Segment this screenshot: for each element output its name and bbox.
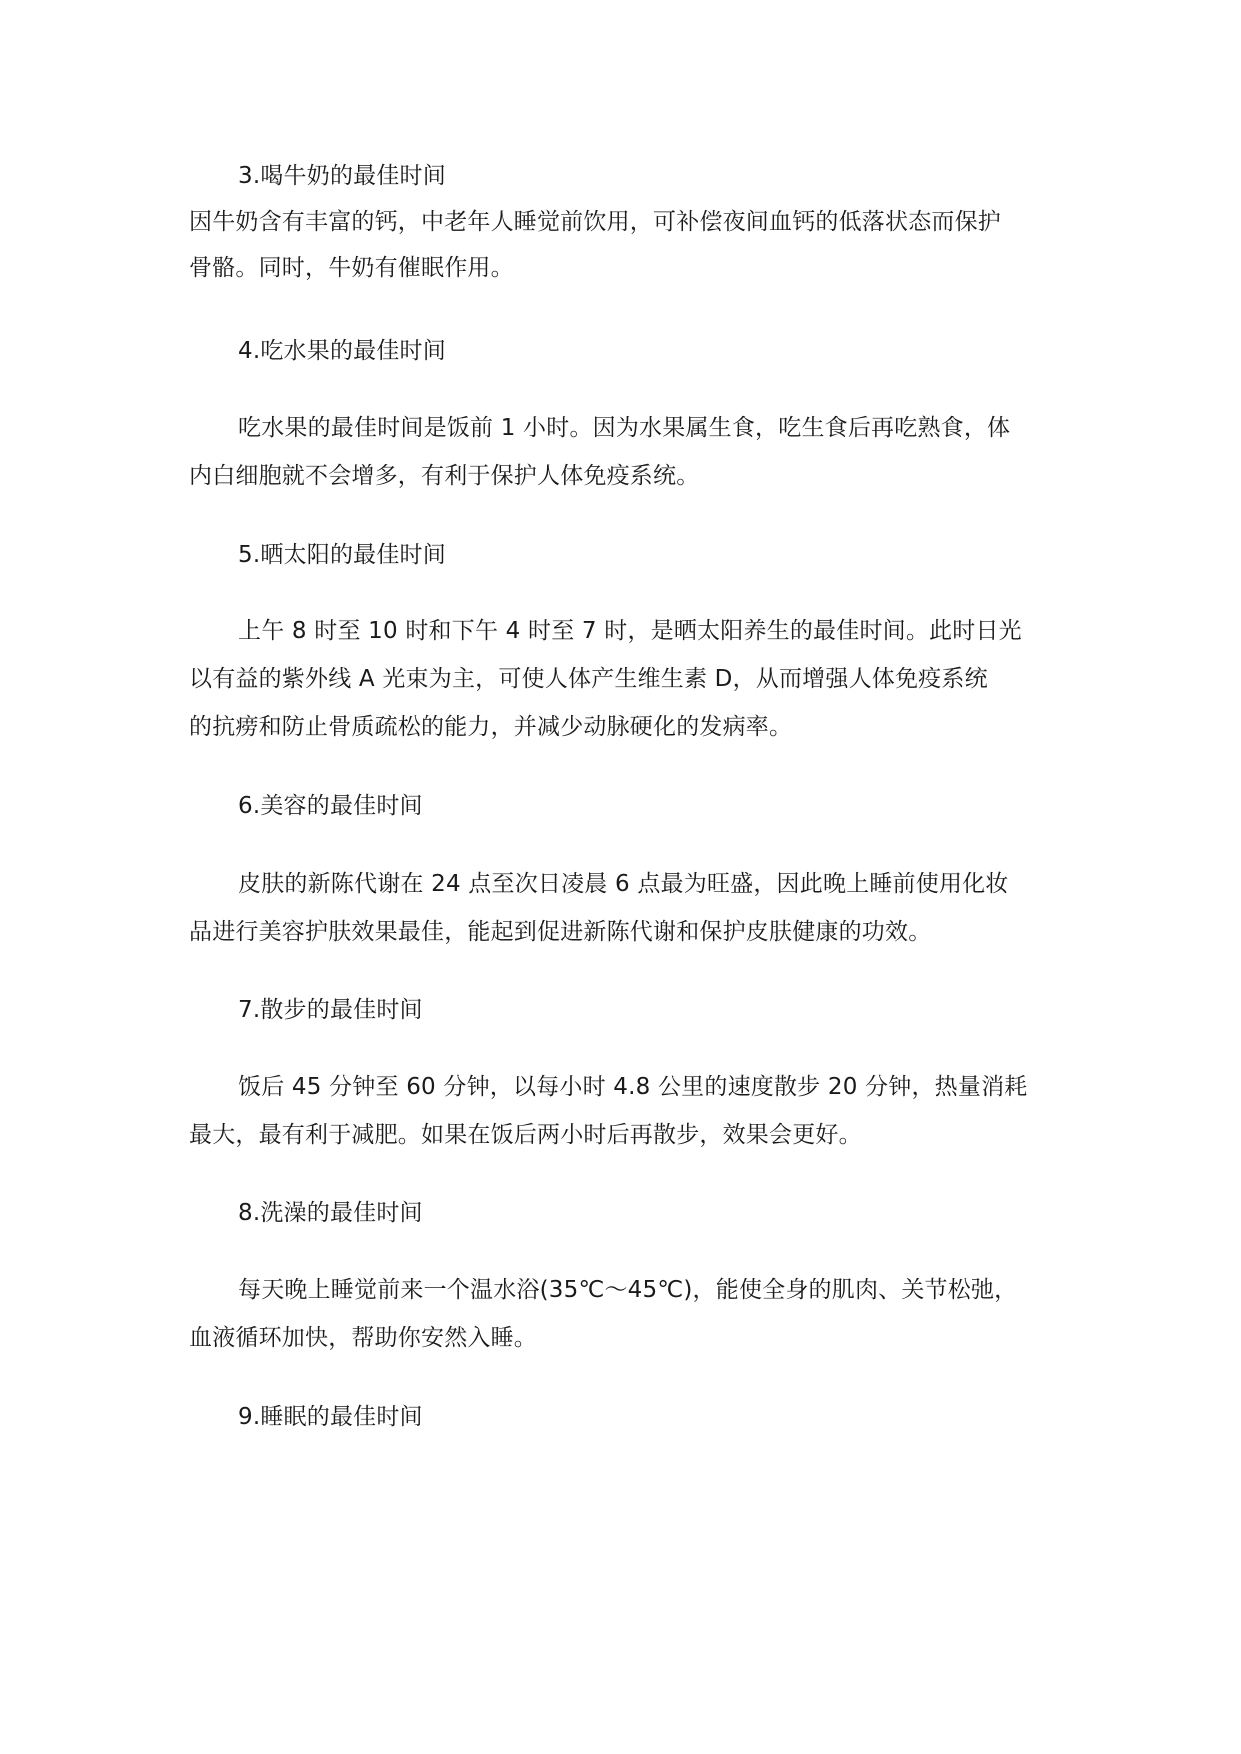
paragraph-line: 每天晚上睡觉前来一个温水浴(35℃～45℃)，能使全身的肌肉、关节松弛， [238,1277,1018,1303]
paragraph-line: 因牛奶含有丰富的钙，中老年人睡觉前饮用，可补偿夜间血钙的低落状态而保护 [189,209,1001,235]
paragraph-line: 最大，最有利于减肥。如果在饭后两小时后再散步，效果会更好。 [189,1122,862,1148]
paragraph-line: 皮肤的新陈代谢在 24 点至次日凌晨 6 点最为旺盛，因此晚上睡前使用化妆 [238,871,1009,897]
section-heading-4: 4.吃水果的最佳时间 [238,338,446,364]
section-heading-7: 7.散步的最佳时间 [238,997,423,1023]
paragraph-line: 上午 8 时至 10 时和下午 4 时至 7 时，是晒太阳养生的最佳时间。此时日光 [238,618,1022,644]
section-heading-3: 3.喝牛奶的最佳时间 [238,163,446,189]
paragraph-line: 骨骼。同时，牛奶有催眠作用。 [189,255,514,281]
paragraph-line: 吃水果的最佳时间是饭前 1 小时。因为水果属生食，吃生食后再吃熟食，体 [238,415,1011,441]
section-heading-6: 6.美容的最佳时间 [238,793,423,819]
section-heading-9: 9.睡眠的最佳时间 [238,1404,423,1430]
paragraph-line: 品进行美容护肤效果最佳，能起到促进新陈代谢和保护皮肤健康的功效。 [189,919,932,945]
section-heading-8: 8.洗澡的最佳时间 [238,1200,423,1226]
paragraph-line: 饭后 45 分钟至 60 分钟，以每小时 4.8 公里的速度散步 20 分钟，热量消耗 [238,1074,1028,1100]
paragraph-line: 血液循环加快，帮助你安然入睡。 [189,1325,537,1351]
section-heading-5: 5.晒太阳的最佳时间 [238,542,446,568]
paragraph-line: 的抗痨和防止骨质疏松的能力，并减少动脉硬化的发病率。 [189,714,793,740]
paragraph-line: 内白细胞就不会增多，有利于保护人体免疫系统。 [189,463,700,489]
paragraph-line: 以有益的紫外线 A 光束为主，可使人体产生维生素 D，从而增强人体免疫系统 [189,666,988,692]
